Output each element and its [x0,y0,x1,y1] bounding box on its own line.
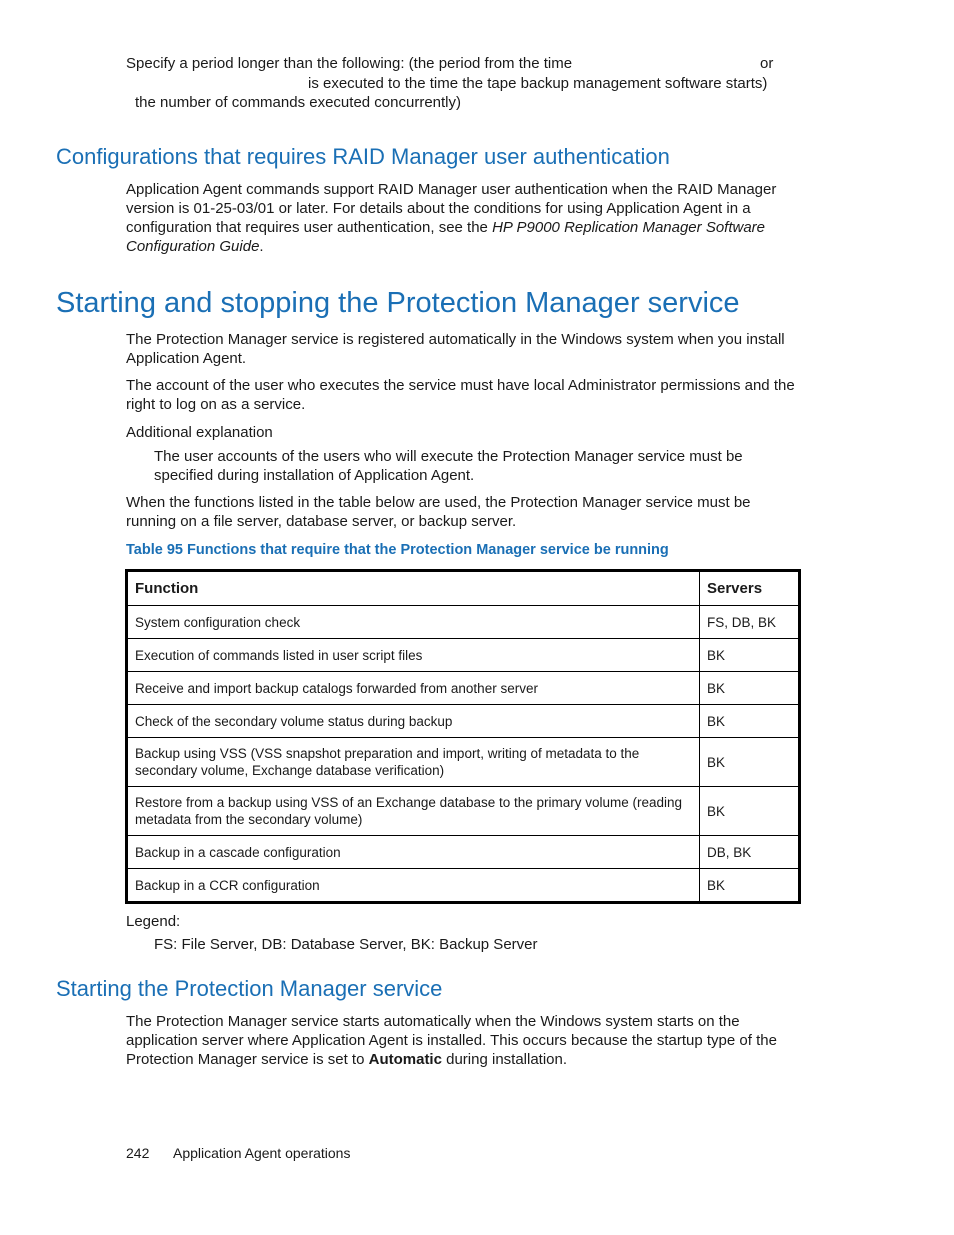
function-cell: Receive and import backup catalogs forwarded from another server [127,672,700,705]
start-stop-heading: Starting and stopping the Protection Manager service [56,287,740,319]
chapter-title: Application Agent operations [173,1145,351,1161]
intro-text-a: Specify a period longer than the following: (the period from the time [126,55,573,72]
servers-cell: BK [700,639,800,672]
starting-section-heading: Starting the Protection Manager service [56,976,443,1001]
table-row [127,738,800,787]
header-function: Function [127,571,700,606]
raid-section-paragraph [126,180,796,256]
servers-cell: FS, DB, BK [700,606,800,639]
table-row [127,787,800,836]
additional-explanation-text: The user accounts of the users who will execute the Protection Manager service must be specified during installation of Application Agent. [154,448,743,484]
table-row [127,869,800,903]
servers-cell: BK [700,738,800,787]
table-row [127,639,800,672]
servers-cell: BK [700,869,800,903]
table-row [127,836,800,869]
function-cell: Restore from a backup using VSS of an Exchange database to the primary volume (reading metadata from the secondary volume) [127,787,700,836]
servers-cell: BK [700,787,800,836]
servers-cell: BK [700,705,800,738]
starting-section-paragraph [126,1012,806,1069]
table-row [127,705,800,738]
legend-label: Legend: [126,913,181,930]
intro-line-3: the number of commands executed concurrently) [135,94,461,111]
table-row [127,672,800,705]
page-number: 242 [126,1145,150,1161]
function-cell: Backup using VSS (VSS snapshot preparation and import, writing of metadata to the secondary volume, Exchange database verification) [127,738,700,787]
servers-cell: BK [700,672,800,705]
servers-cell: DB, BK [700,836,800,869]
table-row [127,606,800,639]
intro-line-1 [126,54,572,73]
additional-explanation-label: Additional explanation [126,424,273,441]
guide-title: HP P9000 Replication Manager Software Configuration Guide [126,219,766,255]
intro-line-2: is executed to the time the tape backup management software starts) [308,75,768,92]
function-cell: Backup in a CCR configuration [127,869,700,903]
raid-section-heading: Configurations that requires RAID Manager user authentication [56,144,670,169]
raid-para-end: . [259,238,264,255]
function-cell: Check of the secondary volume status during backup [127,705,700,738]
intro-text-or: or [760,55,774,72]
start-stop-para-2: The account of the user who executes the service must have local Administrator permissions and the right to log on as a service. [126,377,795,413]
function-cell: Backup in a cascade configuration [127,836,700,869]
start-stop-para-1: The Protection Manager service is registered automatically in the Windows system when you install Application Agent. [126,331,785,367]
functions-table [125,569,801,904]
table-header-row [127,571,800,606]
table-caption: Table 95 Functions that require that the Protection Manager service be running [126,542,669,558]
function-cell: Execution of commands listed in user script files [127,639,700,672]
raid-para-text: Application Agent commands support RAID Manager user authentication when the RAID Manager version is 01-25-03/01 or later. For details about the conditions for using Application Agent in a configuration that requires user authentication, see the [126,181,777,236]
header-servers: Servers [700,571,800,606]
automatic-term: Automatic [368,1051,442,1068]
function-cell: System configuration check [127,606,700,639]
starting-para-text: The Protection Manager service starts automatically when the Windows system starts on the application server where Application Agent is installed. This occurs because the startup type of the Protection Manager service is set to [126,1013,777,1068]
legend-text: FS: File Server, DB: Database Server, BK: Backup Server [154,936,538,953]
start-stop-para-3: When the functions listed in the table below are used, the Protection Manager service must be running on a file server, database server, or backup server. [126,494,751,530]
starting-para-end: during installation. [441,1051,568,1068]
